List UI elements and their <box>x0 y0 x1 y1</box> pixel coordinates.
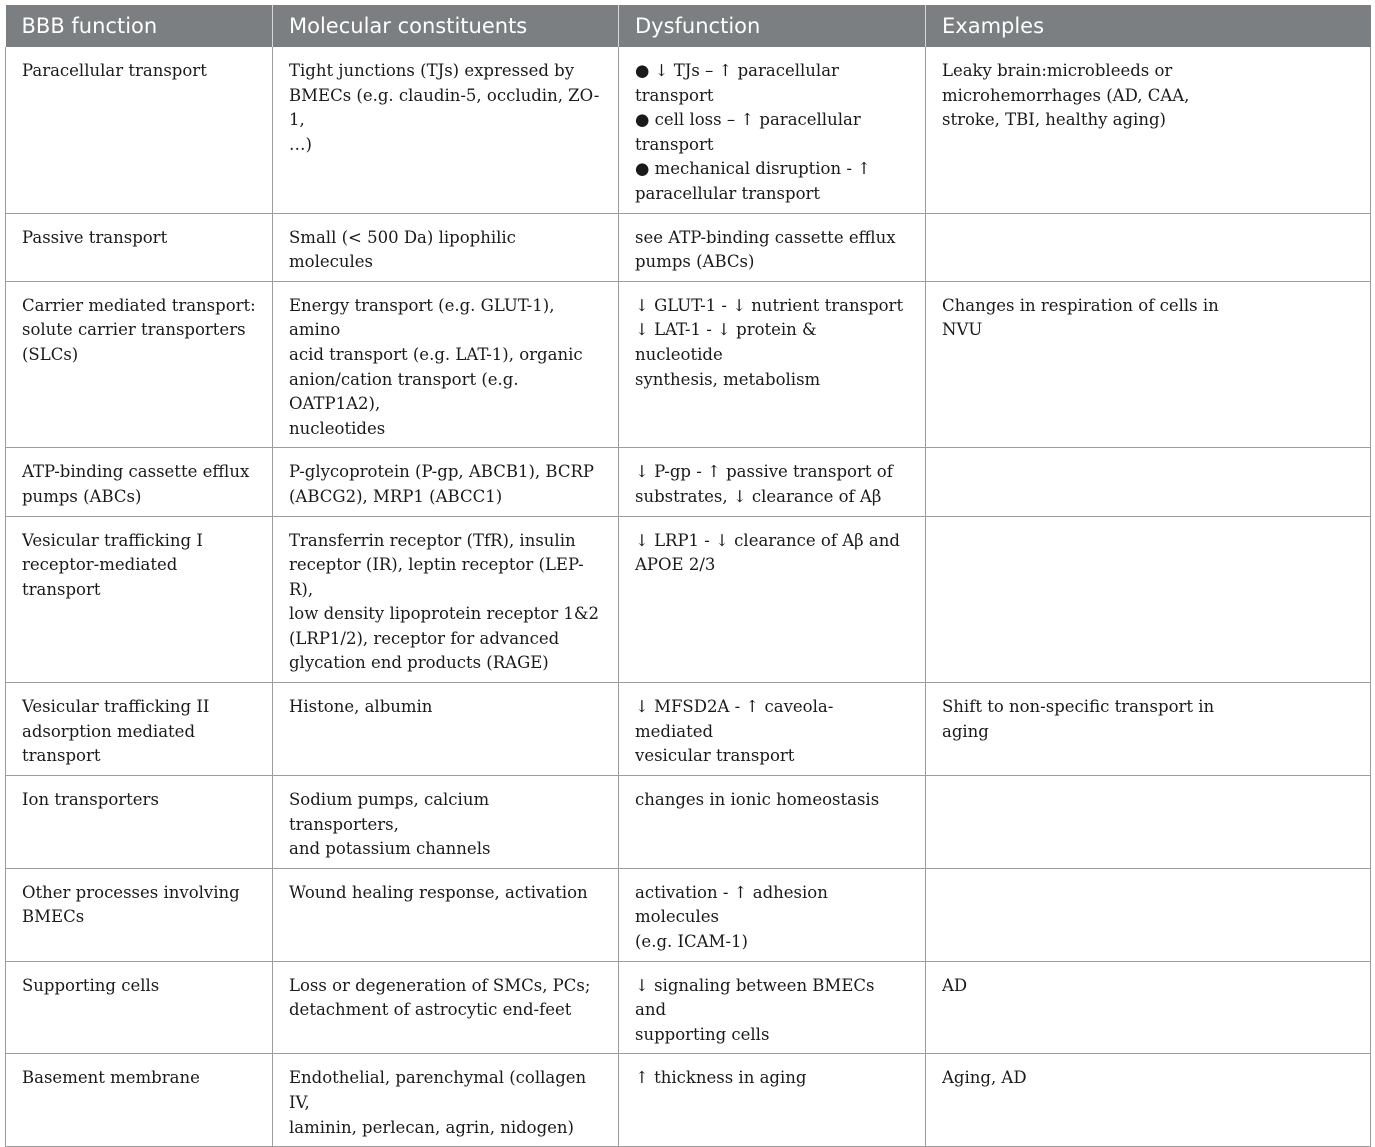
cell-text-line: Aging, AD <box>942 1068 1027 1088</box>
cell-text-line: supporting cells <box>635 1024 770 1044</box>
cell-text-line: ↓ MFSD2A - ↑ caveola-mediated <box>635 697 834 741</box>
table-row <box>6 683 1371 776</box>
table-row <box>6 516 1371 683</box>
cell-text-line: pumps (ABCs) <box>635 252 755 272</box>
cell-text-line: Passive transport <box>22 227 168 247</box>
cell-dysfunction <box>619 1054 926 1147</box>
cell-text-line: Loss or degeneration of SMCs, PCs; <box>289 975 591 995</box>
table-row <box>6 448 1371 516</box>
cell-text-line: BMECs <box>22 907 85 927</box>
cell-text-line: pumps (ABCs) <box>22 486 142 506</box>
cell-examples <box>926 281 1371 448</box>
cell-text-line: ↑ thickness in aging <box>635 1068 807 1088</box>
cell-text-line: receptor (IR), leptin receptor (LEP-R), <box>289 555 584 599</box>
cell-text-line: ● mechanical disruption - ↑ <box>635 159 872 179</box>
cell-text-line: Ion transporters <box>22 790 159 810</box>
cell-text-line: Sodium pumps, calcium transporters, <box>289 790 490 834</box>
header-molecular-constituents: Molecular constituents <box>273 5 619 47</box>
cell-bbb-function <box>6 776 273 869</box>
table-row <box>6 868 1371 961</box>
cell-text-line: stroke, TBI, healthy aging) <box>942 110 1166 130</box>
cell-examples <box>926 213 1371 281</box>
cell-text-line: Basement membrane <box>22 1068 200 1088</box>
cell-text-line: Changes in respiration of cells in <box>942 295 1219 315</box>
cell-text-line: acid transport (e.g. LAT-1), organic <box>289 344 583 364</box>
cell-examples <box>926 776 1371 869</box>
cell-text-line: (LRP1/2), receptor for advanced <box>289 628 560 648</box>
cell-molecular-constituents <box>273 516 619 683</box>
cell-dysfunction <box>619 281 926 448</box>
cell-molecular-constituents <box>273 1054 619 1147</box>
cell-bbb-function <box>6 683 273 776</box>
table-body <box>6 47 1371 1147</box>
cell-text-line: synthesis, metabolism <box>635 369 821 389</box>
cell-text-line: ATP-binding cassette efflux <box>22 462 250 482</box>
cell-text-line: Small (< 500 Da) lipophilic molecules <box>289 227 516 272</box>
cell-text-line: ● cell loss – ↑ paracellular transport <box>635 110 861 154</box>
cell-text-line: ● ↓ TJs – ↑ paracellular transport <box>635 61 839 105</box>
cell-text-line: solute carrier transporters <box>22 320 246 340</box>
cell-text-line: Other processes involving <box>22 882 240 902</box>
cell-bbb-function <box>6 448 273 516</box>
cell-dysfunction <box>619 47 926 213</box>
cell-text-line: laminin, perlecan, agrin, nidogen) <box>289 1117 574 1137</box>
table-row <box>6 281 1371 448</box>
table-header <box>6 5 1371 47</box>
cell-text-line: receptor-mediated transport <box>22 555 178 599</box>
cell-text-line: glycation end products (RAGE) <box>289 653 549 673</box>
cell-bbb-function <box>6 868 273 961</box>
header-bbb-function: BBB function <box>6 5 273 47</box>
cell-text-line: Vesicular trafficking I <box>22 530 203 550</box>
cell-text-line: low density lipoprotein receptor 1&2 <box>289 604 600 624</box>
cell-text-line: anion/cation transport (e.g. OATP1A2), <box>289 369 519 414</box>
cell-bbb-function <box>6 47 273 213</box>
cell-text-line: changes in ionic homeostasis <box>635 790 880 810</box>
cell-examples <box>926 1054 1371 1147</box>
cell-examples <box>926 683 1371 776</box>
cell-dysfunction <box>619 448 926 516</box>
cell-text-line: Energy transport (e.g. GLUT-1), amino <box>289 295 555 340</box>
cell-text-line: ↓ LRP1 - ↓ clearance of Aβ and <box>635 530 900 550</box>
cell-bbb-function <box>6 516 273 683</box>
cell-molecular-constituents <box>273 776 619 869</box>
cell-text-line: Vesicular trafficking II <box>22 697 210 717</box>
cell-examples <box>926 961 1371 1054</box>
cell-text-line: NVU <box>942 320 983 340</box>
cell-text-line: AD <box>942 975 968 995</box>
cell-text-line: APOE 2/3 <box>635 555 716 575</box>
cell-text-line: Paracellular transport <box>22 61 207 80</box>
cell-text-line: Tight junctions (TJs) expressed by <box>289 61 575 80</box>
cell-bbb-function <box>6 281 273 448</box>
cell-text-line: Leaky brain:microbleeds or <box>942 61 1173 80</box>
cell-text-line: substrates, ↓ clearance of Aβ <box>635 486 882 506</box>
table-row <box>6 776 1371 869</box>
cell-bbb-function <box>6 213 273 281</box>
cell-text-line: …) <box>289 134 312 154</box>
cell-molecular-constituents <box>273 961 619 1054</box>
cell-text-line: activation - ↑ adhesion molecules <box>635 882 828 927</box>
cell-text-line: Carrier mediated transport: <box>22 295 256 315</box>
cell-text-line: Transferrin receptor (TfR), insulin <box>289 530 576 550</box>
header-dysfunction: Dysfunction <box>619 5 926 47</box>
header-row <box>6 5 1371 47</box>
cell-text-line: BMECs (e.g. claudin-5, occludin, ZO-1, <box>289 85 600 130</box>
cell-dysfunction <box>619 868 926 961</box>
cell-examples <box>926 448 1371 516</box>
cell-text-line: (e.g. ICAM-1) <box>635 932 748 952</box>
cell-dysfunction <box>619 683 926 776</box>
cell-text-line: see ATP-binding cassette efflux <box>635 227 896 247</box>
cell-text-line: ↓ GLUT-1 - ↓ nutrient transport <box>635 295 904 315</box>
cell-molecular-constituents <box>273 281 619 448</box>
cell-molecular-constituents <box>273 868 619 961</box>
cell-text-line: aging <box>942 721 989 741</box>
cell-text-line: nucleotides <box>289 418 386 438</box>
cell-examples <box>926 47 1371 213</box>
cell-text-line: microhemorrhages (AD, CAA, <box>942 85 1190 105</box>
cell-text-line: detachment of astrocytic end-feet <box>289 1000 572 1020</box>
table-row <box>6 213 1371 281</box>
cell-text-line: P-glycoprotein (P-gp, ABCB1), BCRP <box>289 462 594 482</box>
cell-dysfunction <box>619 213 926 281</box>
cell-dysfunction <box>619 776 926 869</box>
cell-text-line: adsorption mediated <box>22 721 196 741</box>
cell-examples <box>926 868 1371 961</box>
cell-dysfunction <box>619 516 926 683</box>
cell-molecular-constituents <box>273 683 619 776</box>
cell-molecular-constituents <box>273 47 619 213</box>
cell-text-line: and potassium channels <box>289 839 491 859</box>
cell-text-line: paracellular transport <box>635 183 821 203</box>
cell-text-line: Supporting cells <box>22 975 160 995</box>
cell-text-line: Endothelial, parenchymal (collagen IV, <box>289 1068 587 1112</box>
cell-text-line: vesicular transport <box>635 746 795 766</box>
cell-dysfunction <box>619 961 926 1054</box>
cell-text-line: ↓ P-gp - ↑ passive transport of <box>635 462 893 482</box>
cell-text-line: transport <box>22 746 101 766</box>
cell-text-line: Histone, albumin <box>289 697 433 717</box>
cell-bbb-function <box>6 961 273 1054</box>
cell-text-line: Shift to non-specific transport in <box>942 697 1215 717</box>
cell-bbb-function <box>6 1054 273 1147</box>
table-row <box>6 47 1371 213</box>
table-row <box>6 961 1371 1054</box>
cell-text-line: Wound healing response, activation <box>289 882 588 902</box>
cell-text-line: ↓ signaling between BMECs and <box>635 975 875 1020</box>
header-examples: Examples <box>926 5 1371 47</box>
cell-examples <box>926 516 1371 683</box>
cell-text-line: (ABCG2), MRP1 (ABCC1) <box>289 486 503 506</box>
bbb-function-table <box>5 5 1371 1147</box>
cell-molecular-constituents <box>273 448 619 516</box>
table-row <box>6 1054 1371 1147</box>
cell-text-line: (SLCs) <box>22 344 79 364</box>
cell-text-line: ↓ LAT-1 - ↓ protein & nucleotide <box>635 320 817 364</box>
cell-molecular-constituents <box>273 213 619 281</box>
